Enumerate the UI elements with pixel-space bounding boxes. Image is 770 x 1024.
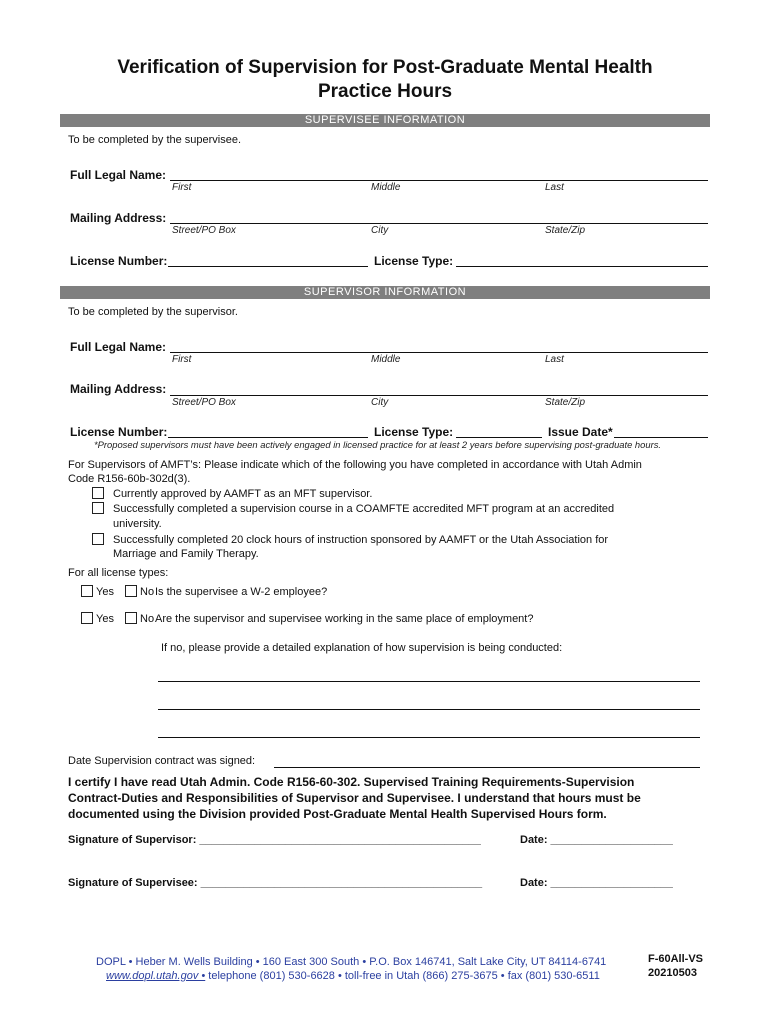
amft-option1-label: Currently approved by AAMFT as an MFT supervisor. <box>113 488 373 500</box>
supervisee-city-hint: City <box>371 225 389 236</box>
amft-option2-label-line2: university. <box>113 518 162 530</box>
supervisor-mailing-label: Mailing Address: <box>70 382 167 396</box>
supervisor-issue-date-label: Issue Date* <box>548 425 613 439</box>
footer-contact <box>106 970 600 982</box>
supervisee-full-name-label: Full Legal Name: <box>70 168 167 182</box>
supervisor-signature-field[interactable]: Signature of Supervisor: ______________________________________________ <box>68 834 481 846</box>
supervisee-middle-hint: Middle <box>371 182 401 193</box>
form-revision-date: 20210503 <box>648 967 697 979</box>
contract-date-label: Date Supervision contract was signed: <box>68 755 256 767</box>
amft-option3-label-line1: Successfully completed 20 clock hours of instruction sponsored by AAMFT or the Utah Association for <box>113 534 609 546</box>
explanation-line-2[interactable] <box>158 709 700 710</box>
form-code: F-60All-VS <box>648 953 704 965</box>
explanation-line-3[interactable] <box>158 737 700 738</box>
supervisor-first-hint: First <box>172 354 192 365</box>
amft-intro-line1: For Supervisors of AMFT’s: Please indicate which of the following you have completed in accordance with Utah Admin <box>68 459 642 471</box>
supervisor-date-field[interactable]: Date: ____________________ <box>520 834 673 846</box>
q1-question: Is the supervisee a W-2 employee? <box>155 586 328 598</box>
supervisor-state-zip-hint: State/Zip <box>545 397 586 408</box>
supervisee-signature-field[interactable]: Signature of Supervisee: ______________________________________________ <box>68 877 483 889</box>
supervisor-last-hint: Last <box>545 354 564 365</box>
footer-website-link[interactable]: www.dopl.utah.gov • <box>106 970 206 982</box>
explanation-prompt: If no, please provide a detailed explanation of how supervision is being conducted: <box>161 642 563 654</box>
supervisee-instruction: To be completed by the supervisee. <box>68 134 242 146</box>
supervisor-mailing-field[interactable] <box>170 395 708 396</box>
supervisee-date-field[interactable]: Date: ____________________ <box>520 877 673 889</box>
q2-yes-label: Yes <box>96 613 114 625</box>
supervisor-full-name-label: Full Legal Name: <box>70 340 167 354</box>
supervisor-city-hint: City <box>371 397 389 408</box>
supervisee-license-type-field[interactable] <box>456 266 708 267</box>
q2-no-label: No <box>140 613 155 625</box>
q2-yes-checkbox[interactable] <box>81 612 93 624</box>
supervisor-license-type-label: License Type: <box>374 425 454 439</box>
amft-option1-checkbox[interactable] <box>92 487 104 499</box>
supervisee-street-hint: Street/PO Box <box>172 225 236 236</box>
supervisor-experience-note: *Proposed supervisors must have been actively engaged in licensed practice for at least 2 years before supervising post-graduate hours. <box>94 439 661 450</box>
supervisor-middle-hint: Middle <box>371 354 401 365</box>
certify-line1: I certify I have read Utah Admin. Code R156-60-302. Supervised Training Requirements-Supervision <box>68 775 635 789</box>
q2-no-checkbox[interactable] <box>125 612 137 624</box>
explanation-line-1[interactable] <box>158 681 700 682</box>
supervisee-mailing-label: Mailing Address: <box>70 211 167 225</box>
certify-line3: documented using the Division provided Post-Graduate Mental Health Supervised Hours form. <box>68 807 607 821</box>
q1-no-label: No <box>140 586 155 598</box>
q1-yes-checkbox[interactable] <box>81 585 93 597</box>
supervisee-last-hint: Last <box>545 182 564 193</box>
contract-date-field[interactable] <box>274 767 700 768</box>
supervisor-license-number-label: License Number: <box>70 425 168 439</box>
supervisee-section-header: SUPERVISEE INFORMATION <box>60 114 710 127</box>
supervisee-first-hint: First <box>172 182 192 193</box>
amft-option2-checkbox[interactable] <box>92 502 104 514</box>
all-license-types-label: For all license types: <box>68 567 169 579</box>
supervisee-license-number-field[interactable] <box>168 266 368 267</box>
supervisee-state-zip-hint: State/Zip <box>545 225 586 236</box>
q1-yes-label: Yes <box>96 586 114 598</box>
supervisee-full-name-field[interactable] <box>170 180 708 181</box>
form-title-line1: Verification of Supervision for Post-Graduate Mental Health <box>117 57 653 78</box>
footer-phone-info: telephone (801) 530-6628 • toll-free in Utah (866) 275-3675 • fax (801) 530-6511 <box>205 970 600 982</box>
supervisor-section-header: SUPERVISOR INFORMATION <box>60 286 710 299</box>
amft-option2-label-line1: Successfully completed a supervision course in a COAMFTE accredited MFT program at an accredited <box>113 503 615 515</box>
amft-intro-line2: Code R156-60b-302d(3). <box>68 473 191 485</box>
footer-address: DOPL • Heber M. Wells Building • 160 East 300 South • P.O. Box 146741, Salt Lake City, UT 84114-6741 <box>96 956 607 968</box>
amft-option3-label-line2: Marriage and Family Therapy. <box>113 548 259 560</box>
supervisee-mailing-field[interactable] <box>170 223 708 224</box>
supervisee-license-number-label: License Number: <box>70 254 168 268</box>
q2-question: Are the supervisor and supervisee working in the same place of employment? <box>155 613 534 625</box>
supervisor-license-number-field[interactable] <box>168 437 368 438</box>
supervisor-street-hint: Street/PO Box <box>172 397 236 408</box>
supervisee-license-type-label: License Type: <box>374 254 454 268</box>
q1-no-checkbox[interactable] <box>125 585 137 597</box>
supervisor-instruction: To be completed by the supervisor. <box>68 306 238 318</box>
certify-line2: Contract-Duties and Responsibilities of Supervisor and Supervisee. I understand that hours must be <box>68 791 641 805</box>
supervisor-issue-date-field[interactable] <box>614 437 708 438</box>
amft-option3-checkbox[interactable] <box>92 533 104 545</box>
supervisor-full-name-field[interactable] <box>170 352 708 353</box>
supervisor-license-type-field[interactable] <box>456 437 542 438</box>
form-title-line2: Practice Hours <box>317 81 453 102</box>
